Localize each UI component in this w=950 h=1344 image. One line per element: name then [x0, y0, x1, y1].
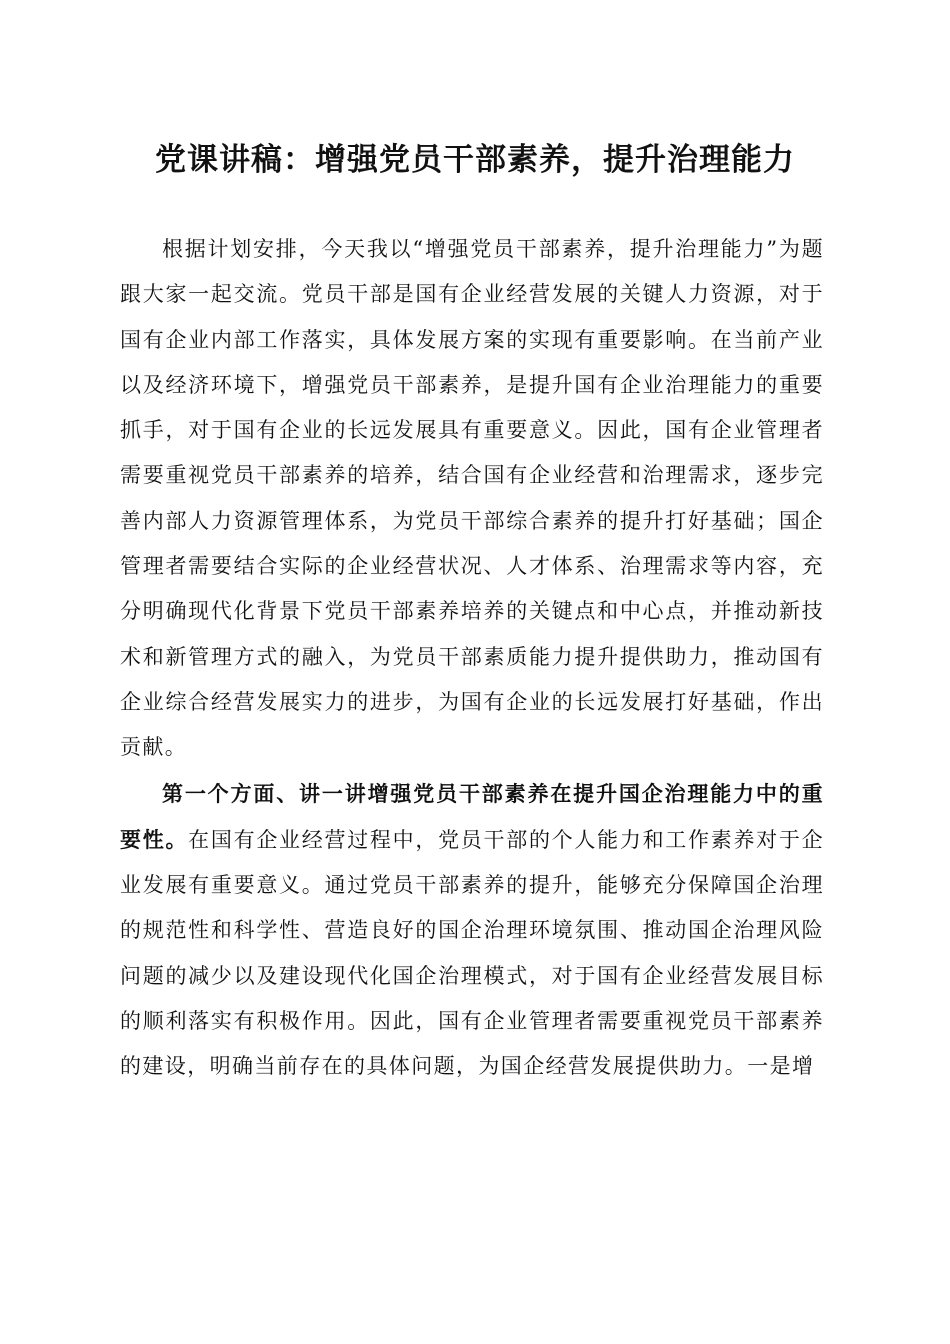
document-title: 党课讲稿：增强党员干部素养，提升治理能力 [155, 142, 795, 178]
document-body [120, 226, 824, 1090]
paragraph-section-one-text: 在国有企业经营过程中，党员干部的个人能力和工作素养对于企业发展有重要意义。通过党员干部素养的提升，能够充分保障国企治理的规范性和科学性、营造良好的国企治理环境氛围、推动国企治理风险问题的减少以及建设现代化国企治理模式，对于国有企业经营发展目标的顺利落实有积极作用。因此，国有企业管理者需要重视党员干部素养的建设，明确当前存在的具体问题，为国企经营发展提供助力。一是增 [120, 827, 825, 1079]
paragraph-intro-text: 根据计划安排，今天我以“增强党员干部素养，提升治理能力”为题跟大家一起交流。党员干部是国有企业经营发展的关键人力资源，对于国有企业内部工作落实，具体发展方案的实现有重要影响。在当前产业以及经济环境下，增强党员干部素养，是提升国有企业治理能力的重要抓手，对于国有企业的长远发展具有重要意义。因此，国有企业管理者需要重视党员干部素养的培养，结合国有企业经营和治理需求，逐步完善内部人力资源管理体系，为党员干部综合素养的提升打好基础；国企管理者需要结合实际的企业经营状况、人才体系、治理需求等内容，充分明确现代化背景下党员干部素养培养的关键点和中心点，并推动新技术和新管理方式的融入，为党员干部素质能力提升提供助力，推动国有企业综合经营发展实力的进步，为国有企业的长远发展打好基础，作出贡献。 [120, 237, 824, 760]
paragraph-intro [120, 226, 824, 771]
paragraph-section-one [120, 771, 824, 1090]
paragraph-section-one-lead: 第一个方面、讲一讲增强党员干部素养在提升国企治理能力中的重要性。 [120, 780, 824, 852]
